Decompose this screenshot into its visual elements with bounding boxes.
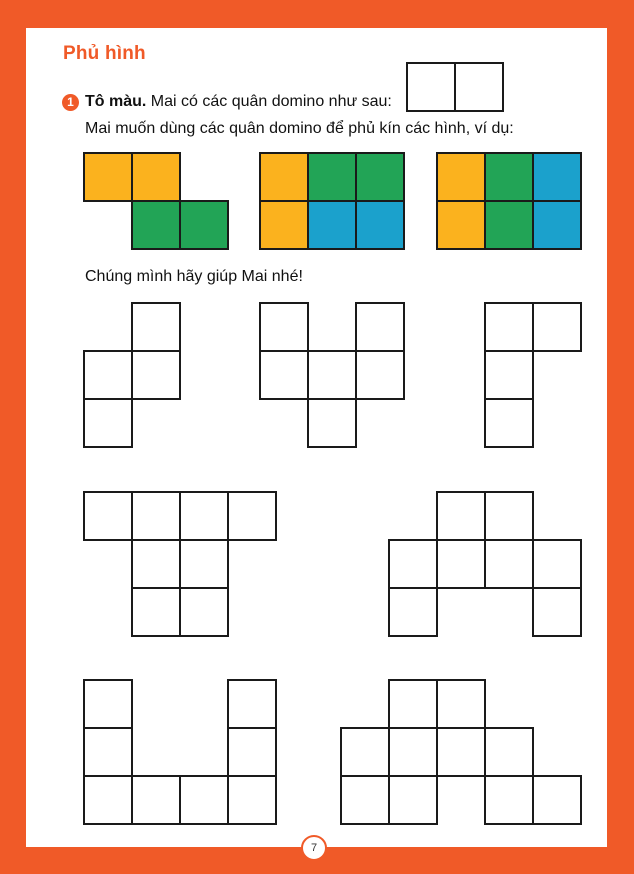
- grid-cell[interactable]: [355, 302, 405, 352]
- grid-cell: [259, 152, 309, 202]
- page-title: Phủ hình: [63, 43, 146, 64]
- grid-cell[interactable]: [131, 775, 181, 825]
- grid-cell: [307, 152, 357, 202]
- grid-cell: [484, 200, 534, 250]
- grid-cell[interactable]: [83, 775, 133, 825]
- grid-cell[interactable]: [83, 398, 133, 448]
- grid-cell[interactable]: [131, 587, 181, 637]
- grid-cell[interactable]: [484, 539, 534, 589]
- grid-cell[interactable]: [259, 350, 309, 400]
- grid-cell: [307, 200, 357, 250]
- grid-cell[interactable]: [227, 727, 277, 777]
- exercise-lead-bold: Tô màu.: [85, 93, 147, 110]
- grid-cell[interactable]: [454, 62, 504, 112]
- exercise-prompt: Chúng mình hãy giúp Mai nhé!: [85, 268, 303, 285]
- grid-cell[interactable]: [131, 302, 181, 352]
- grid-cell[interactable]: [484, 491, 534, 541]
- grid-cell[interactable]: [259, 302, 309, 352]
- grid-cell: [436, 152, 486, 202]
- grid-cell[interactable]: [179, 587, 229, 637]
- exercise-intro: [85, 93, 392, 111]
- grid-cell: [532, 200, 582, 250]
- grid-cell[interactable]: [388, 587, 438, 637]
- grid-cell: [355, 152, 405, 202]
- grid-cell[interactable]: [532, 587, 582, 637]
- grid-cell[interactable]: [436, 679, 486, 729]
- exercise-number-badge: 1: [62, 94, 79, 111]
- grid-cell: [131, 152, 181, 202]
- grid-cell[interactable]: [484, 302, 534, 352]
- grid-cell: [436, 200, 486, 250]
- grid-cell[interactable]: [532, 539, 582, 589]
- grid-cell[interactable]: [179, 539, 229, 589]
- grid-cell[interactable]: [406, 62, 456, 112]
- grid-cell[interactable]: [436, 539, 486, 589]
- grid-cell[interactable]: [388, 775, 438, 825]
- grid-cell[interactable]: [388, 679, 438, 729]
- grid-cell[interactable]: [484, 350, 534, 400]
- grid-cell[interactable]: [227, 491, 277, 541]
- grid-cell[interactable]: [131, 491, 181, 541]
- grid-cell[interactable]: [83, 679, 133, 729]
- grid-cell[interactable]: [484, 398, 534, 448]
- grid-cell[interactable]: [83, 727, 133, 777]
- grid-cell[interactable]: [340, 775, 390, 825]
- grid-cell[interactable]: [388, 539, 438, 589]
- grid-cell[interactable]: [131, 539, 181, 589]
- exercise-instruction: Mai muốn dùng các quân domino để phủ kín các hình, ví dụ:: [85, 120, 514, 137]
- grid-cell[interactable]: [227, 679, 277, 729]
- grid-cell[interactable]: [436, 727, 486, 777]
- grid-cell: [83, 152, 133, 202]
- grid-cell: [355, 200, 405, 250]
- grid-cell: [259, 200, 309, 250]
- grid-cell[interactable]: [355, 350, 405, 400]
- grid-cell[interactable]: [484, 727, 534, 777]
- grid-cell[interactable]: [131, 350, 181, 400]
- grid-cell[interactable]: [83, 350, 133, 400]
- grid-cell[interactable]: [227, 775, 277, 825]
- grid-cell[interactable]: [307, 350, 357, 400]
- grid-cell[interactable]: [340, 727, 390, 777]
- grid-cell[interactable]: [83, 491, 133, 541]
- grid-cell[interactable]: [179, 775, 229, 825]
- grid-cell[interactable]: [532, 775, 582, 825]
- grid-cell[interactable]: [388, 727, 438, 777]
- grid-cell[interactable]: [484, 775, 534, 825]
- grid-cell: [131, 200, 181, 250]
- grid-cell[interactable]: [532, 302, 582, 352]
- grid-cell[interactable]: [307, 398, 357, 448]
- grid-cell: [532, 152, 582, 202]
- grid-cell: [484, 152, 534, 202]
- exercise-lead-text: Mai có các quân domino như sau:: [150, 93, 392, 110]
- grid-cell[interactable]: [436, 491, 486, 541]
- grid-cell[interactable]: [179, 491, 229, 541]
- page-number: 7: [301, 835, 327, 861]
- grid-cell: [179, 200, 229, 250]
